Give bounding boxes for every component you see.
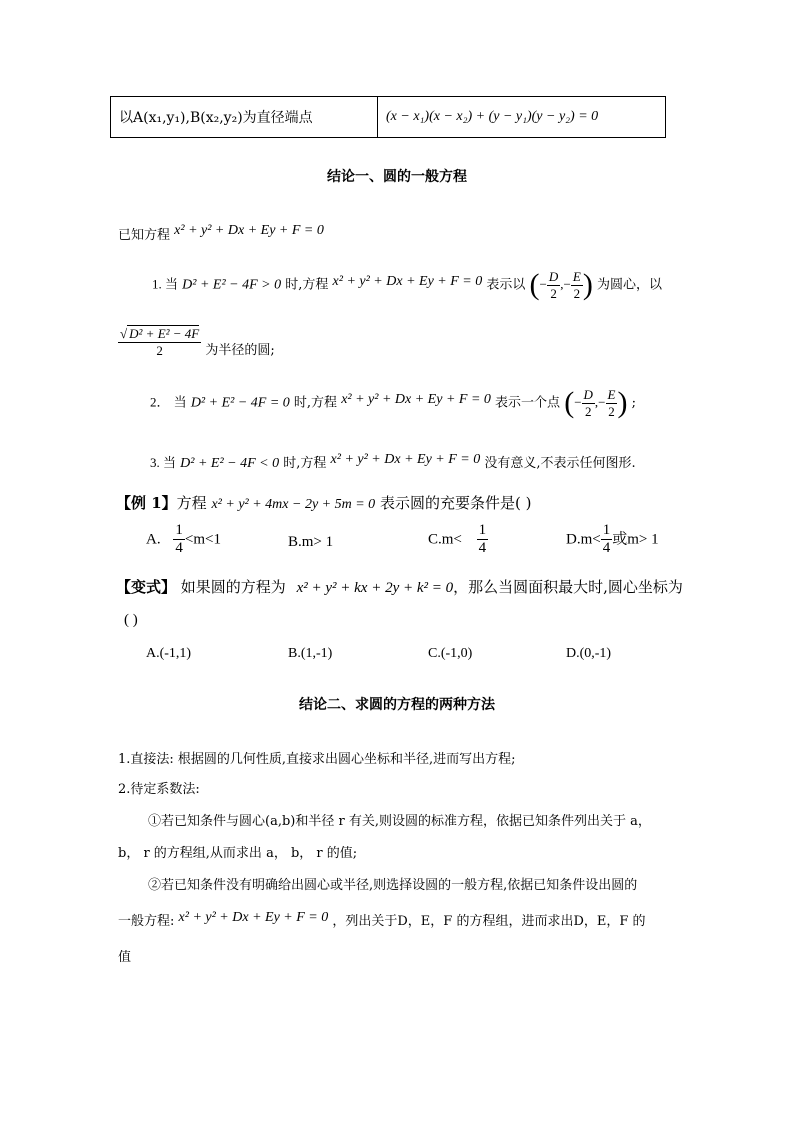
intro-text: 已知方程 bbox=[118, 228, 171, 243]
item1-mid: 时,方程 bbox=[285, 277, 329, 293]
top-table bbox=[110, 96, 666, 138]
section2-line6-a: 一般方程: bbox=[118, 914, 175, 929]
example1-line bbox=[116, 492, 531, 513]
item2-rep: 表示一个点 bbox=[495, 395, 561, 411]
example1-option-d: D.m< $\frac{1}{4}$ 或m> 1 bbox=[566, 522, 659, 556]
item2-cond: D² + E² − 4F = 0 bbox=[190, 395, 290, 411]
item3-line: 3. 当 D² + E² − 4F < 0 时,方程 x² + y² + Dx + Ey + F = 0 没有意义,不表示任何图形. bbox=[150, 452, 636, 471]
variant-option-c: C.(-1,0) bbox=[428, 646, 473, 661]
section2-line5: ②若已知条件没有明确给出圆心或半径,则选择设圆的一般方程,依据已知条件设出圆的 bbox=[148, 878, 638, 893]
section2-line6-b: ，列出关于D，E，F 的方程组，进而求出D，E，F 的 bbox=[332, 914, 646, 929]
item3-tail: 没有意义,不表示任何图形. bbox=[484, 456, 636, 471]
section2-title: 结论二、求圆的方程的两种方法 bbox=[299, 697, 495, 713]
item2-line: 2． 当 D² + E² − 4F = 0 时,方程 x² + y² + Dx + Ey + F = 0 表示一个点 (− $\frac{D}{2}$ ,− $\frac{E}{2}$ ) ; bbox=[150, 386, 636, 419]
variant-option-a: A.(-1,1) bbox=[146, 646, 192, 661]
variant-text-a: 如果圆的方程为 bbox=[180, 578, 286, 596]
radius-fraction: $\frac{\text{√ D² + E² − 4F}}{2}$ bbox=[120, 326, 200, 358]
variant-answer-paren: ( ) bbox=[124, 612, 138, 628]
item1-tail: 为圆心，以 bbox=[596, 277, 662, 293]
section2-line2: 2.待定系数法: bbox=[118, 782, 200, 797]
section2-line7: 值 bbox=[118, 950, 132, 965]
item1-radius-tail: 为半径的圆; bbox=[205, 343, 275, 358]
item3-eq: x² + y² + Dx + Ey + F = 0 bbox=[330, 452, 481, 467]
variant-label: 【变式】 bbox=[116, 578, 177, 596]
table-cell-right: (x − x₁)(x − x₂) + (y − y₁)(y − y₂) = 0 bbox=[378, 97, 666, 138]
item3-cond: D² + E² − 4F < 0 bbox=[180, 456, 280, 471]
item1-num: 1 bbox=[152, 276, 159, 292]
example1-option-b: B.m> 1 bbox=[288, 534, 334, 550]
section2-line3: ①若已知条件与圆心(a,b)和半径 r 有关,则设圆的标准方程，依据已知条件列出关于 a， bbox=[148, 814, 651, 829]
item1-prefix: 当 bbox=[165, 277, 179, 293]
item2-prefix: 当 bbox=[173, 395, 187, 411]
variant-text-b: ，那么当圆面积最大时,圆心坐标为 bbox=[453, 578, 683, 596]
item2-center-x: $\frac{D}{2}$ bbox=[583, 386, 593, 419]
item2-tail: ; bbox=[631, 395, 636, 411]
item1-center-y: $\frac{E}{2}$ bbox=[572, 268, 581, 301]
table-cell-left: 以A(x₁,y₁),B(x₂,y₂)为直径端点 bbox=[111, 97, 378, 138]
item2-center-y: $\frac{E}{2}$ bbox=[607, 386, 616, 419]
intro-line bbox=[118, 224, 324, 244]
example1-option-c: C.m< $\frac{1}{4}$ bbox=[428, 522, 487, 556]
item2-num: 2 bbox=[150, 394, 157, 410]
section2-line4: b， r 的方程组,从而求出 a， b， r 的值; bbox=[118, 846, 358, 861]
item1-line: 1. 当 D² + E² − 4F > 0 时,方程 x² + y² + Dx + Ey + F = 0 表示以 (− $\frac{D}{2}$ ,− $\frac{E}{2}$ ) 为圆心，以 bbox=[152, 268, 662, 301]
section1-title: 结论一、圆的一般方程 bbox=[327, 169, 467, 185]
intro-eq: x² + y² + Dx + Ey + F = 0 bbox=[174, 223, 324, 238]
item2-eq: x² + y² + Dx + Ey + F = 0 bbox=[341, 391, 491, 407]
section2-line6 bbox=[118, 910, 646, 930]
example1-label: 【例 1】 bbox=[116, 494, 177, 512]
item3-prefix: 当 bbox=[163, 456, 177, 471]
section2-line6-eq: x² + y² + Dx + Ey + F = 0 bbox=[178, 910, 329, 925]
section2-line1: 1.直接法: 根据圆的几何性质,直接求出圆心坐标和半径,进而写出方程; bbox=[118, 752, 516, 767]
example1-eq: x² + y² + 4mx − 2y + 5m = 0 bbox=[211, 497, 376, 512]
variant-eq: x² + y² + kx + 2y + k² = 0 bbox=[296, 580, 454, 596]
example1-text-b: 表示圆的充要条件是( ) bbox=[379, 494, 532, 512]
item1-center-x: $\frac{D}{2}$ bbox=[548, 268, 559, 301]
item3-mid: 时,方程 bbox=[283, 456, 327, 471]
item1-eq: x² + y² + Dx + Ey + F = 0 bbox=[332, 273, 483, 289]
variant-option-d: D.(0,-1) bbox=[566, 646, 612, 661]
variant-line bbox=[116, 576, 683, 597]
item3-num: 3 bbox=[150, 455, 157, 470]
item1-rep: 表示以 bbox=[486, 277, 526, 293]
item1-radius-line bbox=[118, 326, 275, 359]
item2-mid: 时,方程 bbox=[293, 395, 338, 411]
example1-text-a: 方程 bbox=[176, 494, 207, 512]
variant-option-b: B.(1,-1) bbox=[288, 646, 333, 661]
item1-cond: D² + E² − 4F > 0 bbox=[182, 277, 282, 293]
example1-option-a: A. $\frac{1}{4}$ <m<1 bbox=[146, 522, 221, 556]
